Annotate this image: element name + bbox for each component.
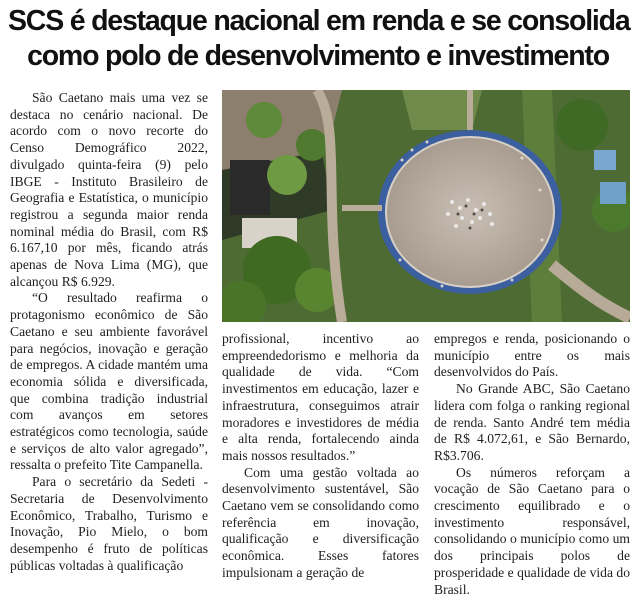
headline — [8, 4, 628, 74]
paragraph: profissional, incentivo ao empreendedorismo e melhoria da qualidade de vida. “Com investimentos em educação, lazer e infraestrutura, conseguimos atrair moradores e investidores de média e alta renda, fortalecendo ainda mais nossos resultados.” — [222, 331, 419, 463]
paragraph: Os números reforçam a vocação de São Caetano para o crescimento equilibrado e o investimento responsável, consolidando o município como um dos principais polos de prosperidade e qualidade de vida do Brasil. — [434, 464, 630, 597]
article-column-3 — [434, 331, 630, 598]
aerial-plaza-photo — [222, 90, 630, 322]
paragraph: Para o secretário da Sedeti - Secretaria de Desenvolvimento Econômico, Trabalho, Turismo e Inovação, Pio Mielo, o bom desempenho é fruto de políticas públicas voltadas à qualificação — [10, 474, 208, 573]
paragraph: empregos e renda, posicionando o município entre os mais desenvolvidos do País. — [434, 331, 630, 380]
article-column-1 — [10, 90, 208, 574]
aerial-plaza-illustration — [222, 90, 630, 322]
paragraph: Com uma gestão voltada ao desenvolvimento sustentável, São Caetano vem se consolidando como referência em inovação, qualificação e diversificação econômica. Esses fatores impulsionam a geração de — [222, 464, 419, 580]
paragraph: São Caetano mais uma vez se destaca no cenário nacional. De acordo com o novo recorte do Censo Demográfico 2022, divulgado quinta-feira (9) pelo IBGE - Instituto Brasileiro de Geografia e Estatística, o município registrou a segunda maior renda nominal média do Brasil, com R$ 6.167,10 por mês, ficando atrás apenas de Nova Lima (MG), que alcançou R$ 6.929. — [10, 90, 208, 289]
headline-line-2: como polo de desenvolvimento e investimento — [27, 40, 609, 72]
headline-line-1: SCS é destaque nacional em renda e se consolida — [8, 5, 630, 37]
paragraph: “O resultado reafirma o protagonismo econômico de São Caetano e seu ambiente favorável para negócios, inovação e geração de empregos. A cidade mantém uma economia sólida e diversificada, que combina tradição industrial com avanços em setores estratégicos como tecnologia, saúde e serviços de alto valor agregado”, ressalta o prefeito Tite Campanella. — [10, 290, 208, 473]
paragraph: No Grande ABC, São Caetano lidera com folga o ranking regional de renda. Santo André tem média de R$ 4.072,61, e São Bernardo, R$3.706. — [434, 381, 630, 463]
article-column-2 — [222, 331, 419, 582]
